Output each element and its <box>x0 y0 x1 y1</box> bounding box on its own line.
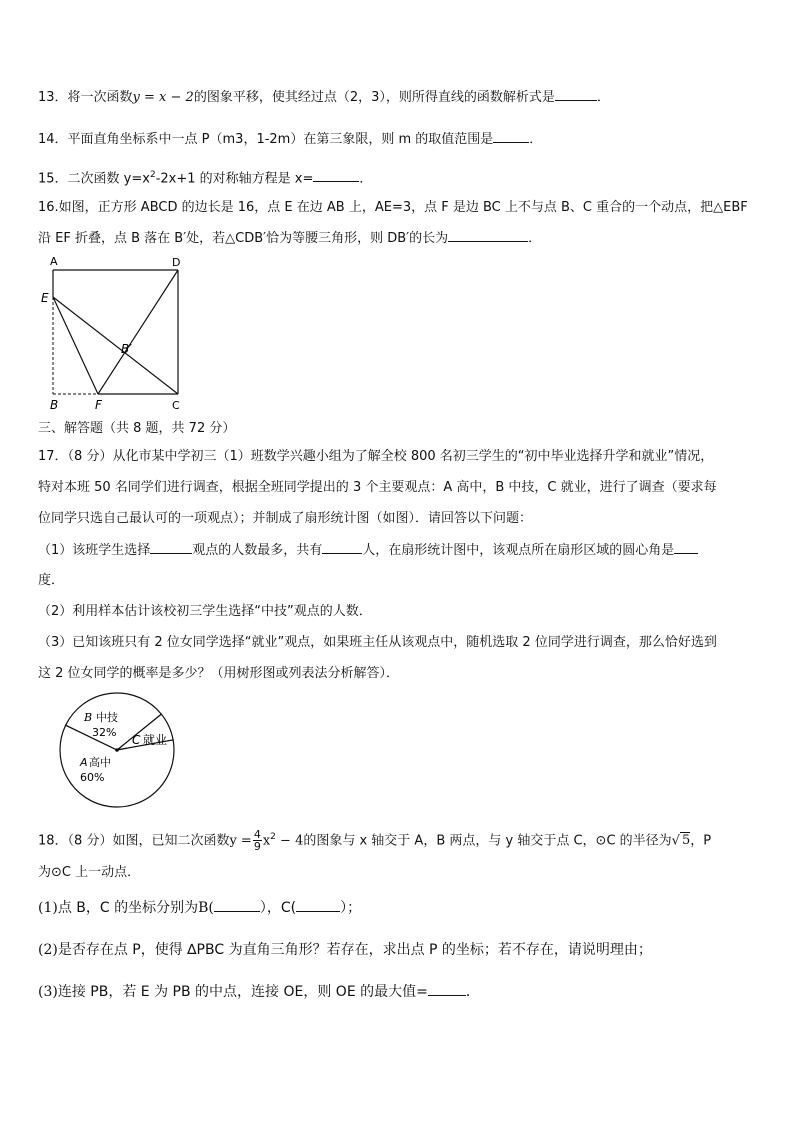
q18-x: x <box>262 833 271 849</box>
pie-label-a-letter: A <box>80 756 88 769</box>
q13-prefix: 13．将一次函数 <box>38 90 133 105</box>
q18-p3-end: ． <box>465 984 480 1000</box>
q17-p1-blank-angle[interactable] <box>674 541 698 554</box>
q16-answer-blank[interactable] <box>448 229 528 242</box>
q17-part1-end: 度． <box>38 573 65 588</box>
q13-text: 的图象平移，使其经过点（2，3），则所得直线的函数解析式是 <box>193 90 555 105</box>
q15-answer-blank[interactable] <box>313 169 359 182</box>
q18-p1-number: (1) <box>38 900 58 916</box>
q18-y-eq: y = <box>229 833 252 849</box>
q16-line2 <box>38 229 541 248</box>
question-15 <box>38 166 372 188</box>
q18-p3-number: (3) <box>38 984 58 1000</box>
q17-pie-chart <box>52 692 182 814</box>
q17-p1-text-a: （1）该班学生选择 <box>38 543 151 558</box>
q14-answer-blank[interactable] <box>493 130 529 143</box>
q18-p1-end: ）； <box>340 900 362 916</box>
pie-label-c-name: 就业 <box>143 733 168 747</box>
q18-x-sup: 2 <box>270 832 276 842</box>
pie-label-a-percent: 60% <box>80 771 105 784</box>
q14-end: ． <box>529 132 543 147</box>
section-3-heading: 三、解答题（共 8 题，共 72 分） <box>38 421 236 436</box>
q18-p2-number: (2) <box>38 942 58 958</box>
q18-p1-blank-c[interactable] <box>296 899 340 912</box>
label-C: C <box>172 399 180 412</box>
label-D: D <box>172 256 181 269</box>
q13-answer-blank[interactable] <box>555 88 597 101</box>
q18-frac-den: 9 <box>253 840 261 854</box>
q17-part1 <box>38 541 698 560</box>
q18-p1-blank-b[interactable] <box>214 899 260 912</box>
q17-part2: （2）利用样本估计该校初三学生选择“中技”观点的人数． <box>38 604 372 619</box>
pie-label-b-letter: B <box>84 711 93 724</box>
pie-center-dot <box>115 748 119 752</box>
q17-p1-text-c: 人，在扇形统计图中，该观点所在扇形区域的圆心角是 <box>362 543 675 558</box>
q18-p1-c: ），C( <box>259 900 297 916</box>
q17-p1-blank-view[interactable] <box>150 541 192 554</box>
q18-p3-text: 连接 PB，若 E 为 PB 的中点，连接 OE，则 OE 的最大值= <box>57 984 428 1000</box>
q18-p2-text: 是否存在点 P，使得 ∆PBC 为直角三角形？若存在，求出点 P 的坐标；若不存在，请说明理由； <box>57 942 652 958</box>
q16-line1: 16.如图，正方形 ABCD 的边长是 16，点 E 在边 AB 上，AE=3，点 F 是边 BC 上不与点 B、C 重合的一个动点，把△EBF <box>38 200 748 215</box>
q18-end: ，P <box>690 833 712 849</box>
q17-p1-blank-count[interactable] <box>322 541 362 554</box>
q17-line1: 17．（8 分）从化市某中学初三（1）班数学兴趣小组为了解全校 800 名初三学生的“初中毕业选择升学和就业”情况， <box>38 449 714 464</box>
pie-label-a-name: 高中 <box>89 756 111 769</box>
q16-end: ． <box>528 231 542 246</box>
segment-FD <box>98 270 178 394</box>
label-E: E <box>41 291 49 305</box>
label-B: B <box>50 398 59 412</box>
q17-line3: 位同学只选自己最认可的一项观点）；并制成了扇形统计图（如图）．请回答以下问题： <box>38 511 533 526</box>
q15-prefix: 15．二次函数 y=x <box>38 171 150 187</box>
q13-end: ． <box>596 90 610 105</box>
q17-line2: 特对本班 50 名同学们进行调查，根据全班同学提出的 3 个主要观点：A 高中，B 中技，C 就业，进行了调查（要求每 <box>38 480 717 495</box>
q18-sqrt-symbol: √ <box>671 833 680 849</box>
q17-p1-text-b: 观点的人数最多，共有 <box>192 543 323 558</box>
q18-p1-b: B( <box>198 900 214 916</box>
q18-sqrt-value: 5 <box>681 833 691 849</box>
q13-formula: y = x − 2 <box>132 90 194 105</box>
q17-part3-line2: 这 2 位女同学的概率是多少？（用树形图或列表法分析解答）． <box>38 666 400 681</box>
label-F: F <box>95 398 102 412</box>
q18-part3 <box>38 983 480 1001</box>
q18-line1 <box>38 822 711 856</box>
label-A: A <box>50 255 58 268</box>
pie-label-c-letter: C <box>132 733 141 747</box>
segment-EF <box>53 297 98 394</box>
q15-end: ． <box>359 171 373 187</box>
q15-superscript: 2 <box>149 170 156 180</box>
q18-prefix: 18．（8 分）如图，已知二次函数 <box>38 833 230 849</box>
q18-part1 <box>38 899 361 917</box>
q16-text: 沿 EF 折叠，点 B 落在 B′处，若△CDB′恰为等腰三角形，则 DB′的长为 <box>38 231 449 246</box>
q18-fraction <box>253 829 262 852</box>
q18-frac-num: 4 <box>253 828 261 842</box>
square-fold-figure <box>38 252 198 414</box>
q17-part3-line1: （3）已知该班只有 2 位女同学选择“就业”观点，如果班主任从该观点中，随机选取 2 位同学进行调查，那么恰好选到 <box>38 635 717 650</box>
q18-p1-text: 点 B，C 的坐标分别为 <box>57 900 199 916</box>
q15-text: -2x+1 的对称轴方程是 x= <box>155 171 314 187</box>
q18-text: 的图象与 x 轴交于 A，B 两点，与 y 轴交于点 C，⊙C 的半径为 <box>303 833 672 849</box>
pie-label-b-percent: 32% <box>92 726 117 739</box>
question-13 <box>38 88 610 107</box>
q18-p3-blank[interactable] <box>428 983 466 996</box>
q14-text: 14．平面直角坐标系中一点 P（m3，1-2m）在第三象限，则 m 的取值范围是 <box>38 132 494 147</box>
segment-EC <box>53 297 178 394</box>
q18-line2: 为⊙C 上一动点． <box>38 865 141 880</box>
q18-minus4: − 4 <box>275 833 304 849</box>
pie-label-b-name: 中技 <box>96 711 118 724</box>
question-14 <box>38 130 542 149</box>
label-B-prime: B′ <box>121 342 132 356</box>
q18-part2 <box>38 941 652 959</box>
